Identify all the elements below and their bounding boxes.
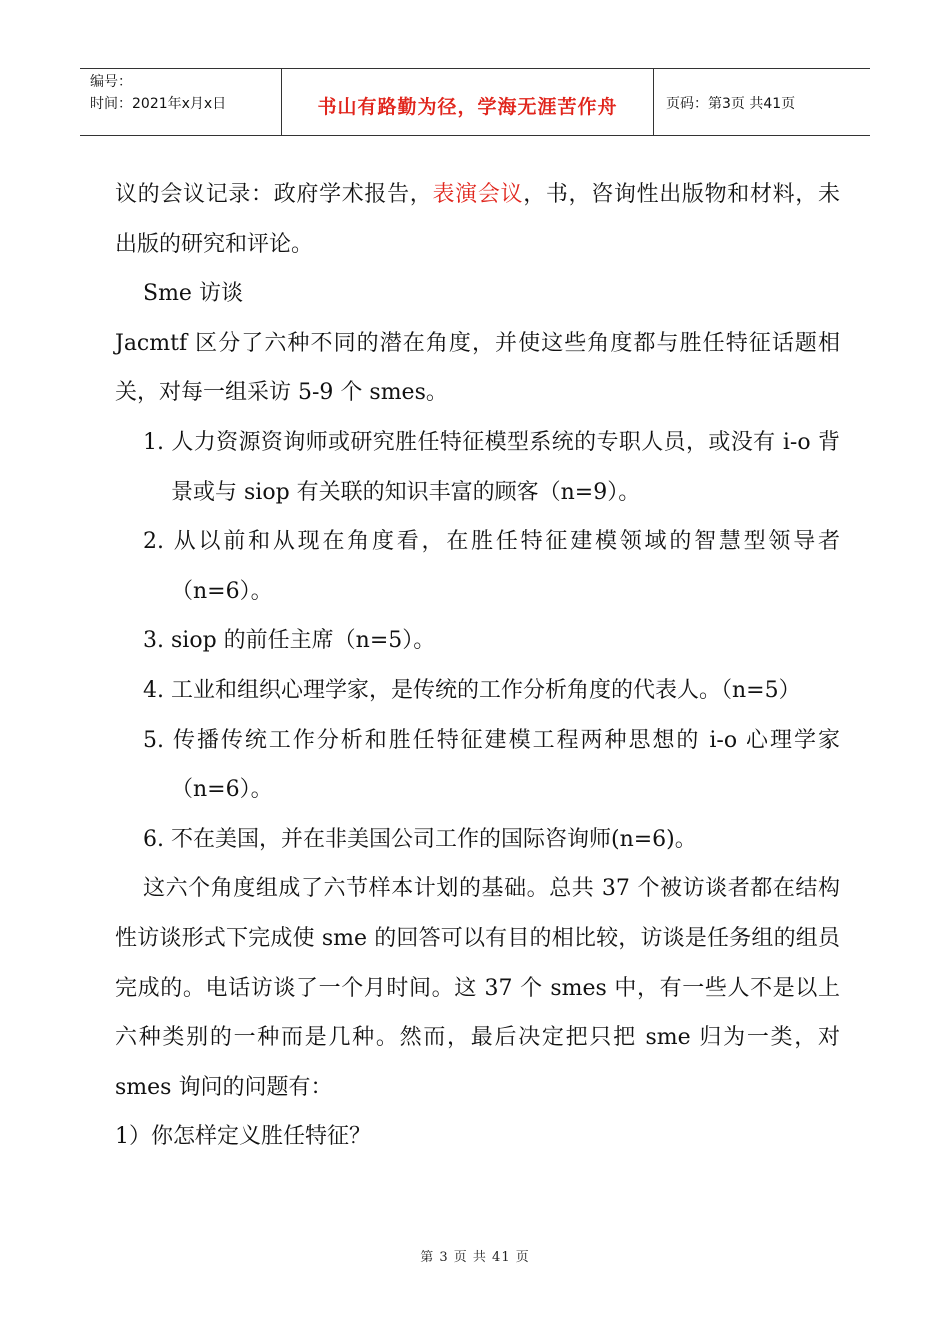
list-text: 传播传统工作分析和胜任特征建模工程两种思想的 i-o 心理学家（n=6）。 — [171, 727, 840, 803]
list-item — [115, 716, 840, 815]
document-body — [115, 170, 840, 1162]
list-number: 5. — [143, 727, 164, 753]
list-number: 4. — [143, 677, 164, 703]
list-number: 3. — [143, 628, 164, 654]
list-text: siop 的前任主席（n=5）。 — [171, 628, 436, 654]
list-number: 1. — [143, 429, 164, 455]
list-text: 不在美国，并在非美国公司工作的国际咨询师(n=6)。 — [171, 826, 697, 852]
page-footer: 第 3 页 共 41 页 — [420, 1250, 530, 1265]
paragraph-sample-plan: 这六个角度组成了六节样本计划的基础。总共 37 个被访谈者都在结构性访谈形式下完成使 sme 的回答可以有目的相比较，访谈是任务组的组员完成的。电话访谈了一个月时间。这 37 个 smes 中，有一些人不是以上六种类别的一种而是几种。然而，最后决定把只把 sme 归为一类，对 smes 询问的问题有： — [115, 876, 840, 1100]
document-number-label: 编号： — [90, 74, 132, 90]
list-text: 工业和组织心理学家，是传统的工作分析角度的代表人。（n=5） — [171, 677, 801, 703]
list-item — [115, 815, 840, 865]
list-item — [115, 616, 840, 666]
document-date: 时间：2021年x月x日 — [90, 96, 227, 112]
text-run: 议的会议记录：政府学术报告， — [115, 182, 433, 207]
header-page-info: 页码：第3页 共41页 — [666, 96, 796, 112]
list-text: 人力资源资询师或研究胜任特征模型系统的专职人员，或没有 i-o 背景或与 siop 有关联的知识丰富的顾客（n=9）。 — [171, 429, 840, 505]
list-text: 从以前和从现在角度看，在胜任特征建模领域的智慧型领导者（n=6）。 — [171, 529, 840, 604]
header-meta-cell — [80, 69, 282, 135]
paragraph-question-1: 1）你怎样定义胜任特征？ — [115, 1124, 371, 1150]
section-heading-sme-interview: Sme 访谈 — [143, 281, 243, 307]
list-item — [115, 418, 840, 517]
page-header — [80, 68, 870, 136]
list-item — [115, 666, 840, 716]
highlighted-text: 表演会议 — [432, 182, 524, 207]
list-number: 2. — [143, 529, 164, 555]
list-number: 6. — [143, 826, 164, 852]
paragraph-sources — [115, 170, 840, 269]
header-motto: 书山有路勤为径，学海无涯苦作舟 — [282, 69, 654, 135]
text-run: ，书，咨询性出版物和材料，未出版的研究和评论。 — [115, 182, 840, 257]
paragraph-jacmtf: Jacmtf 区分了六种不同的潜在角度，并使这些角度都与胜任特征话题相关，对每一组采访 5-9 个 smes。 — [115, 330, 840, 406]
list-item — [115, 517, 840, 616]
